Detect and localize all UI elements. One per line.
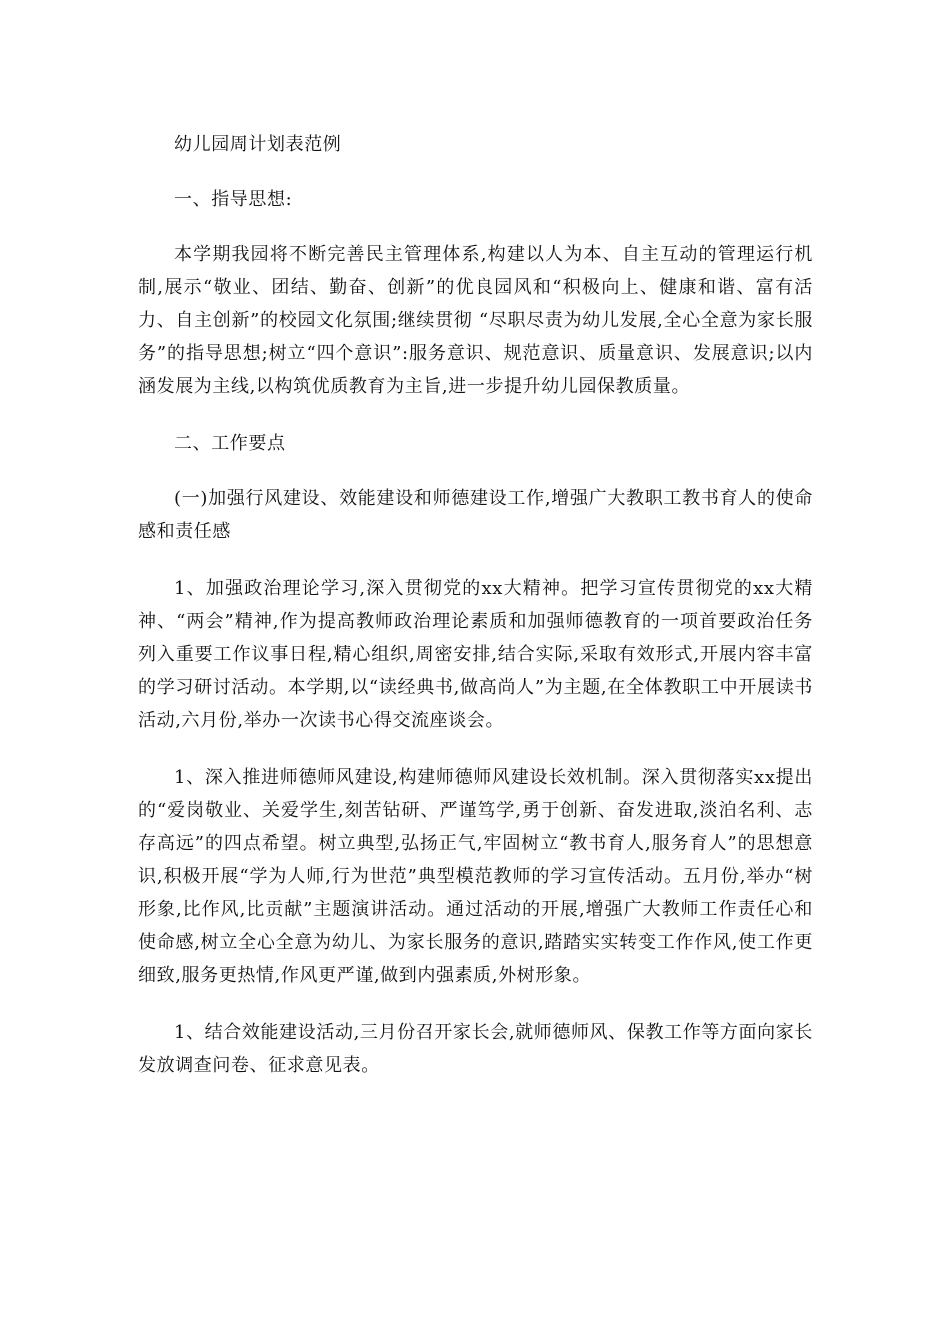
paragraph-parent-meeting: 1、结合效能建设活动,三月份召开家长会,就师德师风、保教工作等方面向家长发放调查问卷、征求意见表。 bbox=[138, 1022, 813, 1076]
document-page bbox=[138, 128, 813, 1106]
section-heading-work-points: 二、工作要点 bbox=[174, 433, 286, 454]
section-heading-guiding-ideology: 一、指导思想: bbox=[174, 189, 293, 210]
paragraph-guiding-ideology: 本学期我园将不断完善民主管理体系,构建以人为本、自主互动的管理运行机制,展示“敬业、团结、勤奋、创新”的优良园风和“积极向上、健康和谐、富有活力、自主创新”的校园文化氛围;继续贯彻 “尽职尽责为幼儿发展,全心全意为家长服务”的指导思想;树立“四个意识”:服务意识、规范意识、质量意识、发展意识;以内涵发展为主线,以构筑优质教育为主旨,进一步提升幼儿园保教质量。 bbox=[138, 244, 813, 397]
subsection-heading-conduct-building: (一)加强行风建设、效能建设和师德建设工作,增强广大教职工教书育人的使命感和责任感 bbox=[138, 488, 813, 542]
paragraph-political-study: 1、加强政治理论学习,深入贯彻党的xx大精神。把学习宣传贯彻党的xx大精神、“两会”精神,作为提高教师政治理论素质和加强师德教育的一项首要政治任务列入重要工作议事日程,精心组织,周密安排,结合实际,采取有效形式,开展内容丰富的学习研讨活动。本学期,以“读经典书,做高尚人”为主题,在全体教职工中开展读书活动,六月份,举办一次读书心得交流座谈会。 bbox=[138, 578, 813, 731]
document-title: 幼儿园周计划表范例 bbox=[174, 134, 342, 155]
paragraph-teacher-ethics: 1、深入推进师德师风建设,构建师德师风建设长效机制。深入贯彻落实xx提出的“爱岗敬业、关爱学生,刻苦钻研、严谨笃学,勇于创新、奋发进取,淡泊名利、志存高远”的四点希望。树立典型,弘扬正气,牢固树立“教书育人,服务育人”的思想意识,积极开展“学为人师,行为世范”典型模范教师的学习宣传活动。五月份,举办“树形象,比作风,比贡献”主题演讲活动。通过活动的开展,增强广大教师工作责任心和使命感,树立全心全意为幼儿、为家长服务的意识,踏踏实实转变工作作风,使工作更细致,服务更热情,作风更严谨,做到内强素质,外树形象。 bbox=[138, 767, 813, 986]
